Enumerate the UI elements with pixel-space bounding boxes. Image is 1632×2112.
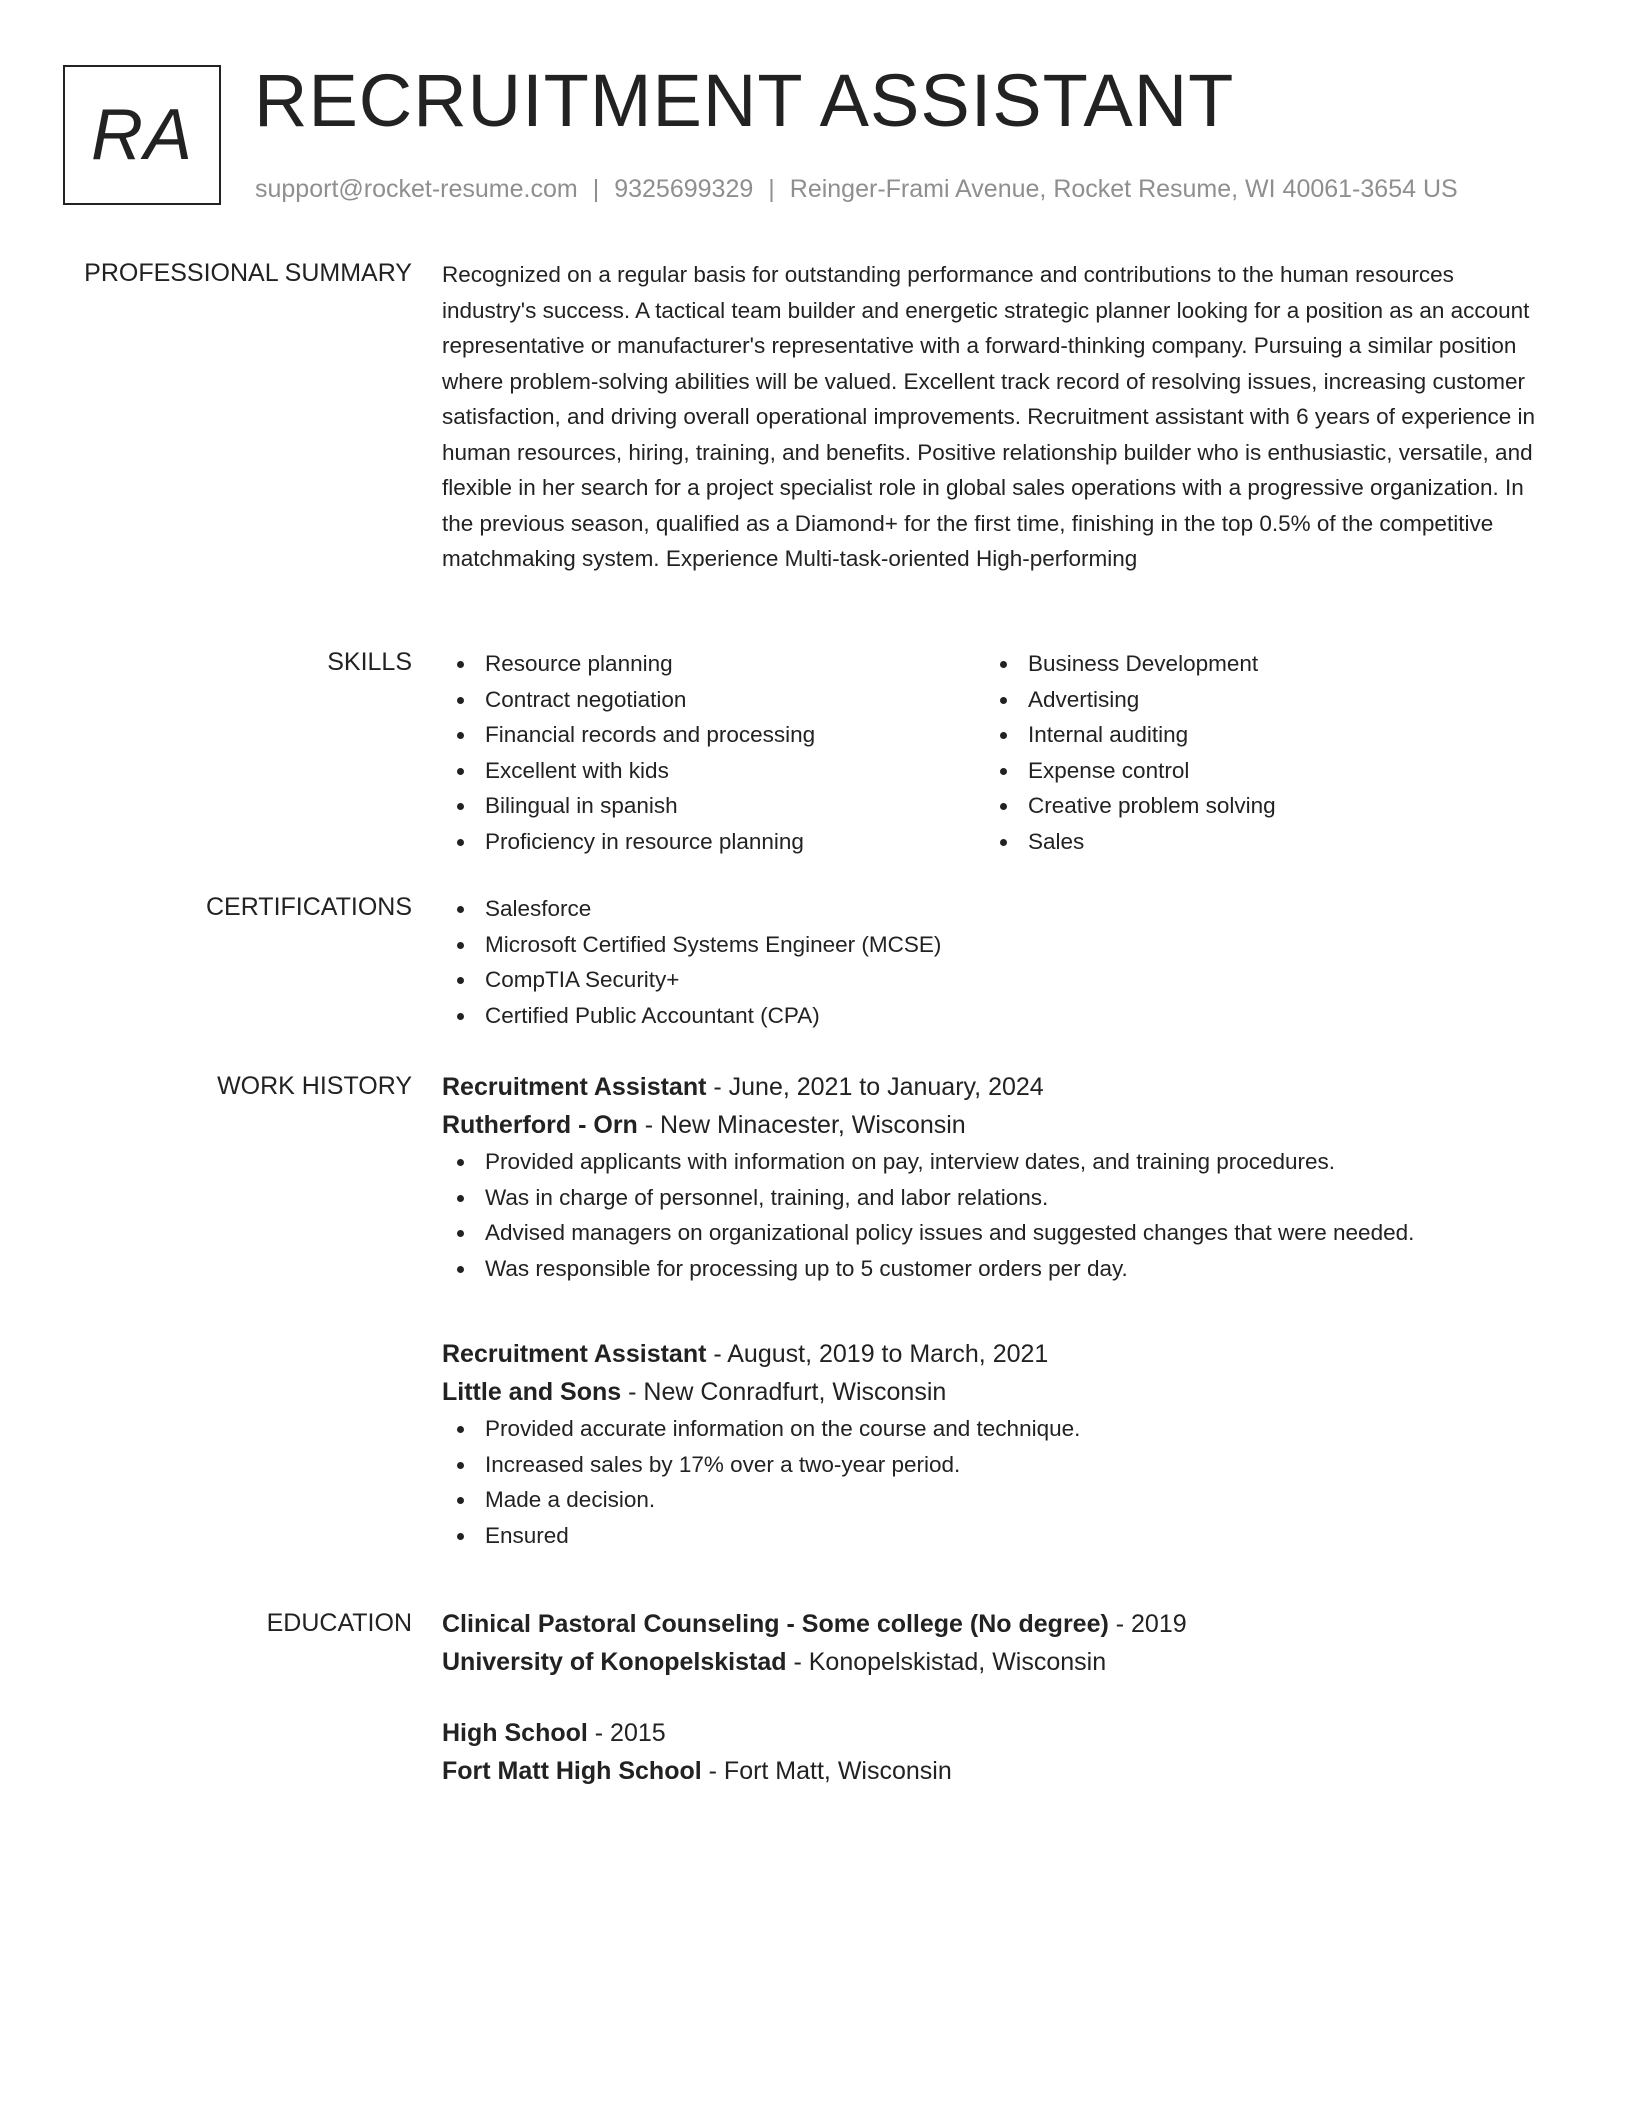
section-label-skills: SKILLS [327, 648, 412, 676]
list-item: Resource planning [442, 646, 985, 682]
list-item: CompTIA Security+ [442, 962, 1542, 998]
education-location: - Fort Matt, Wisconsin [701, 1757, 952, 1785]
list-item: Sales [985, 824, 1485, 860]
education-degree: Clinical Pastoral Counseling - Some college (No degree) [442, 1610, 1109, 1638]
education-school: Fort Matt High School [442, 1757, 702, 1785]
education-entry [442, 1714, 952, 1790]
list-item: Creative problem solving [985, 788, 1485, 824]
list-item: Was responsible for processing up to 5 customer orders per day. [442, 1251, 1542, 1287]
section-label-education: EDUCATION [266, 1609, 412, 1637]
list-item: Salesforce [442, 891, 1542, 927]
job-company: Little and Sons [442, 1378, 622, 1406]
education-body [442, 1605, 1542, 1785]
contact-line [255, 172, 1458, 206]
job-location: - New Conradfurt, Wisconsin [621, 1378, 947, 1406]
summary-text: Recognized on a regular basis for outstanding performance and contributions to the human resources industry's success. A tactical team builder and energetic strategic planner looking for a position as an account representative or manufacturer's representative with a forward-thinking company. Pursuing a similar position where problem-solving abilities will be valued. Excellent track record of resolving issues, increasing customer satisfaction, and driving overall operational improvements. Recruitment assistant with 6 years of experience in human resources, hiring, training, and benefits. Positive relationship builder who is enthusiastic, versatile, and flexible in her search for a project specialist role in global sales operations with a progressive organization. In the previous season, qualified as a Diamond+ for the first time, finishing in the top 0.5% of the competitive matchmaking system. Experience Multi-task-oriented High-performing [442, 262, 1536, 571]
list-item: Advised managers on organizational policy issues and suggested changes that were needed. [442, 1215, 1542, 1251]
education-location: - Konopelskistad, Wisconsin [786, 1648, 1107, 1676]
education-degree: High School [442, 1719, 588, 1747]
education-school-line [442, 1643, 1542, 1681]
section-label-summary: PROFESSIONAL SUMMARY [84, 259, 412, 287]
summary-body [442, 257, 1542, 577]
monogram-initials: RA [90, 95, 194, 175]
list-item: Business Development [985, 646, 1485, 682]
section-label-work-history: WORK HISTORY [217, 1072, 412, 1100]
contact-address: Reinger-Frami Avenue, Rocket Resume, WI 40061-3654 US [789, 175, 1458, 203]
job-dates: - August, 2019 to March, 2021 [706, 1340, 1049, 1368]
list-item: Excellent with kids [442, 753, 985, 789]
contact-phone[interactable]: 9325699329 [614, 175, 754, 203]
education-year: - 2019 [1108, 1610, 1187, 1638]
list-item: Internal auditing [985, 717, 1485, 753]
page-title: RECRUITMENT ASSISTANT [254, 59, 1235, 142]
skills-list-right [985, 646, 1485, 859]
section-label-certifications: CERTIFICATIONS [205, 893, 412, 921]
list-item: Was in charge of personnel, training, and labor relations. [442, 1180, 1542, 1216]
skills-columns [442, 646, 1542, 859]
list-item: Proficiency in resource planning [442, 824, 985, 860]
education-degree-line [442, 1714, 952, 1752]
list-item: Expense control [985, 753, 1485, 789]
contact-separator: | [768, 175, 775, 203]
list-item: Certified Public Accountant (CPA) [442, 998, 1542, 1034]
job-location: - New Minacester, Wisconsin [637, 1111, 966, 1139]
education-school-line [442, 1752, 952, 1790]
contact-separator: | [592, 175, 600, 203]
list-item: Contract negotiation [442, 682, 985, 718]
job-duties-list [442, 1411, 1080, 1553]
certifications-list [442, 891, 1542, 1033]
certifications-body [442, 891, 1542, 1033]
list-item: Provided applicants with information on pay, interview dates, and training procedures. [442, 1144, 1542, 1180]
education-entry [442, 1605, 1542, 1681]
job-dates: - June, 2021 to January, 2024 [706, 1073, 1044, 1101]
list-item: Advertising [985, 682, 1485, 718]
list-item: Made a decision. [442, 1482, 1080, 1518]
job-entry [442, 1068, 1542, 1286]
list-item: Financial records and processing [442, 717, 985, 753]
job-title: Recruitment Assistant [442, 1340, 707, 1368]
skills-body [442, 646, 1542, 859]
skills-list-left [442, 646, 985, 859]
education-year: - 2015 [587, 1719, 666, 1747]
job-duties-list [442, 1144, 1542, 1286]
list-item: Microsoft Certified Systems Engineer (MCSE) [442, 927, 1542, 963]
education-degree-line [442, 1605, 1542, 1643]
job-entry [442, 1335, 1080, 1553]
list-item: Ensured [442, 1518, 1080, 1554]
job-title-line [442, 1335, 1080, 1373]
job-company: Rutherford - Orn [442, 1111, 638, 1139]
list-item: Provided accurate information on the course and technique. [442, 1411, 1080, 1447]
list-item: Bilingual in spanish [442, 788, 985, 824]
education-school: University of Konopelskistad [442, 1648, 787, 1676]
work-history-body [442, 1068, 1542, 1548]
job-company-line [442, 1373, 1080, 1411]
job-title-line [442, 1068, 1542, 1106]
monogram-box [63, 65, 221, 205]
list-item: Increased sales by 17% over a two-year period. [442, 1447, 1080, 1483]
contact-email[interactable]: support@rocket-resume.com [255, 175, 578, 203]
job-title: Recruitment Assistant [442, 1073, 707, 1101]
job-company-line [442, 1106, 1542, 1144]
